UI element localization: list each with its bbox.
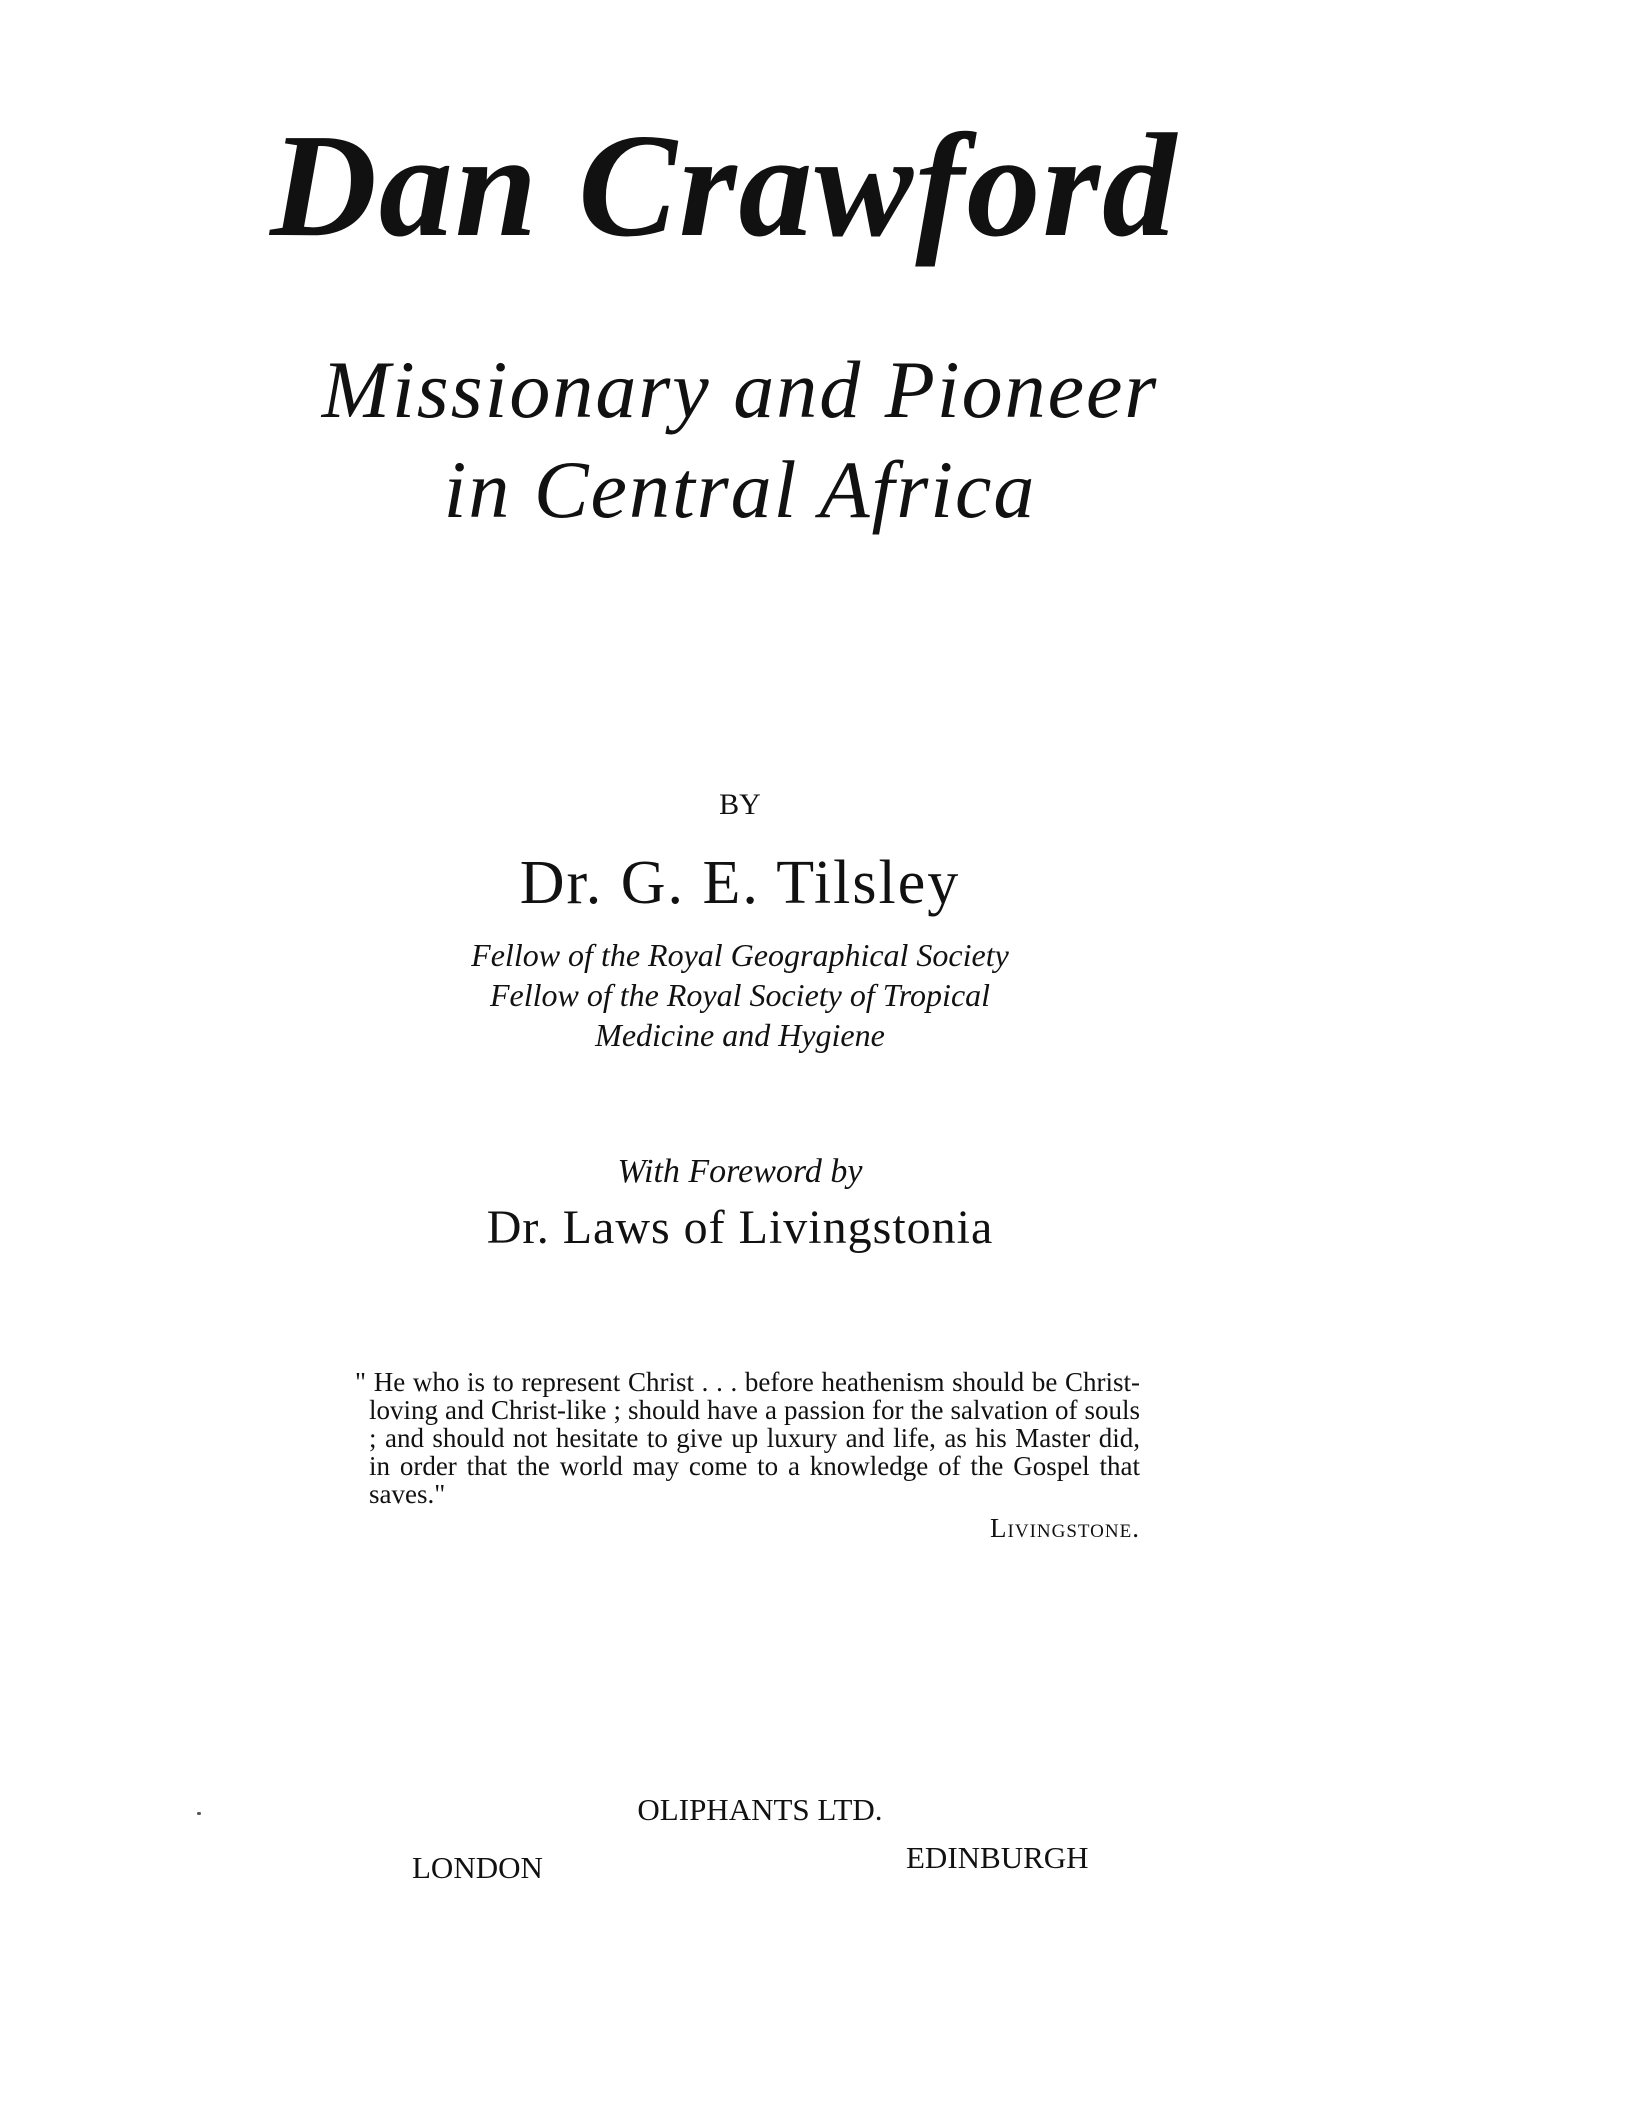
- credential-line-3: Medicine and Hygiene: [595, 1017, 885, 1053]
- foreword-label: With Foreword by: [617, 1153, 863, 1190]
- author-credentials: [430, 935, 1050, 1055]
- scan-speck: [197, 1812, 201, 1815]
- publisher-name: OLIPHANTS LTD.: [637, 1792, 883, 1827]
- epigraph-text: " He who is to represent Christ . . . before heathenism should be Christ-loving and Christ-like ; should have a passion for the salvation of souls ; and should not hesitate to give up luxury and life, as his Master did, in order that the world may come to a knowledge of the Gospel that saves.": [355, 1367, 1140, 1509]
- subtitle-line-1: Missionary and Pioneer: [321, 344, 1159, 435]
- epigraph-attribution: Livingstone.: [990, 1513, 1140, 1543]
- book-subtitle: [300, 340, 1180, 540]
- subtitle-line-2: in Central Africa: [443, 444, 1037, 535]
- imprint-city-london: LONDON: [412, 1850, 543, 1885]
- credential-line-2: Fellow of the Royal Society of Tropical: [489, 977, 991, 1013]
- credential-line-1: Fellow of the Royal Geographical Society: [471, 937, 1009, 973]
- book-title: Dan Crawford: [270, 104, 1179, 268]
- by-label: BY: [719, 788, 761, 821]
- imprint-city-edinburgh: EDINBURGH: [906, 1840, 1089, 1875]
- author-name: Dr. G. E. Tilsley: [519, 849, 961, 917]
- foreword-author: Dr. Laws of Livingstonia: [486, 1201, 994, 1254]
- epigraph: [345, 1368, 1140, 1542]
